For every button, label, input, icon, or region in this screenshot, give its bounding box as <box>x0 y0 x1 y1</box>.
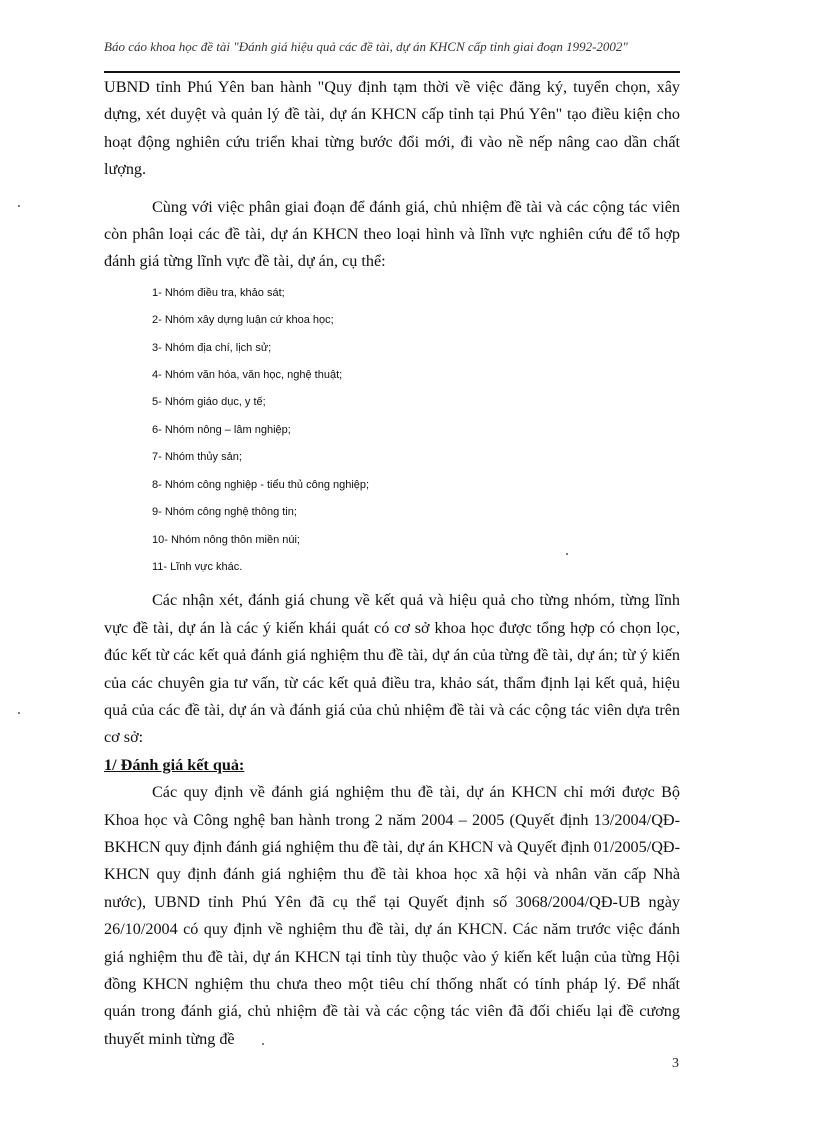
scan-speck <box>18 205 20 207</box>
scan-speck <box>566 553 568 555</box>
list-item: 9- Nhóm công nghệ thông tin; <box>152 506 297 519</box>
list-item: 7- Nhóm thủy sản; <box>152 451 242 464</box>
list-item: 6- Nhóm nông – lâm nghiệp; <box>152 423 291 436</box>
list-item: 8- Nhóm công nghiệp - tiểu thủ công nghiệp; <box>152 478 370 491</box>
paragraph-assessment-basis: Các nhận xét, đánh giá chung về kết quả và hiệu quả cho từng nhóm, từng lĩnh vực đề tài, dự án là các ý kiến khái quát có cơ sở khoa học được tổng hợp có chọn lọc, đúc kết từ các kết quả đánh giá nghiệm thu đề tài, dự án của từng đề tài, dự án; từ ý kiến của các chuyên gia tư vấn, từ các kết quả điều tra, khảo sát, thẩm định lại kết quả, hiệu quả của các đề tài, dự án và đánh giá của chủ nhiệm đề tài và các cộng tác viên dựa trên cơ sở: <box>104 591 680 747</box>
list-item: 1- Nhóm điều tra, khảo sát; <box>152 286 285 299</box>
body-text <box>104 74 680 1053</box>
paragraph-classification: Cùng với việc phân giai đoạn để đánh giá, chủ nhiệm đề tài và các cộng tác viên còn phân loại các đề tài, dự án KHCN theo loại hình và lĩnh vực nghiên cứu để tổ hợp đánh giá từng lĩnh vực đề tài, dự án, cụ thể: <box>104 197 680 271</box>
list-item: 5- Nhóm giáo dục, y tế; <box>152 396 266 409</box>
running-header: Báo cáo khoa học đề tài "Đánh giá hiệu quả các đề tài, dự án KHCN cấp tỉnh giai đoạn 1992-2002" <box>104 39 628 54</box>
group-list <box>104 280 680 581</box>
list-item: 10- Nhóm nông thôn miền núi; <box>152 533 300 546</box>
section-heading: 1/ Đánh giá kết quả: <box>104 755 245 774</box>
scan-speck <box>262 1043 264 1045</box>
list-item: 2- Nhóm xây dựng luận cứ khoa học; <box>152 314 334 327</box>
paragraph-regulations: Các quy định về đánh giá nghiệm thu đề tài, dự án KHCN chỉ mới được Bộ Khoa học và Công nghệ ban hành trong 2 năm 2004 – 2005 (Quyết định 13/2004/QĐ-BKHCN quy định đánh giá nghiệm thu đề tài, dự án KHCN và Quyết định 01/2005/QĐ- KHCN quy định đánh giá nghiệm thu đề tài khoa học xã hội và nhân văn cấp Nhà nước), UBND tỉnh Phú Yên đã cụ thể tại Quyết định số 3068/2004/QĐ-UB ngày 26/10/2004 có quy định về nghiệm thu đề tài, dự án KHCN. Các năm trước việc đánh giá nghiệm thu đề tài, dự án KHCN tại tỉnh tùy thuộc vào ý kiến kết luận của từng Hội đồng KHCN nghiệm thu chưa theo một tiêu chí thống nhất có tính pháp lý. Để nhất quán trong đánh giá, chủ nhiệm đề tài và các cộng tác viên đã đối chiếu lại đề cương thuyết minh từng đề <box>104 783 680 1048</box>
header-rule <box>104 71 680 73</box>
list-item: 4- Nhóm văn hóa, văn học, nghệ thuật; <box>152 369 343 382</box>
scan-speck <box>18 712 20 714</box>
list-item: 3- Nhóm địa chí, lịch sử; <box>152 341 272 354</box>
page-number: 3 <box>672 1056 679 1071</box>
paragraph-intro: UBND tỉnh Phú Yên ban hành "Quy định tạm thời về việc đăng ký, tuyển chọn, xây dựng, xét duyệt và quản lý đề tài, dự án KHCN cấp tỉnh tại Phú Yên" tạo điều kiện cho hoạt động nghiên cứu triển khai từng bước đổi mới, đi vào nề nếp nâng cao dần chất lượng. <box>104 78 680 179</box>
list-item: 11- Lĩnh vực khác. <box>152 560 243 573</box>
